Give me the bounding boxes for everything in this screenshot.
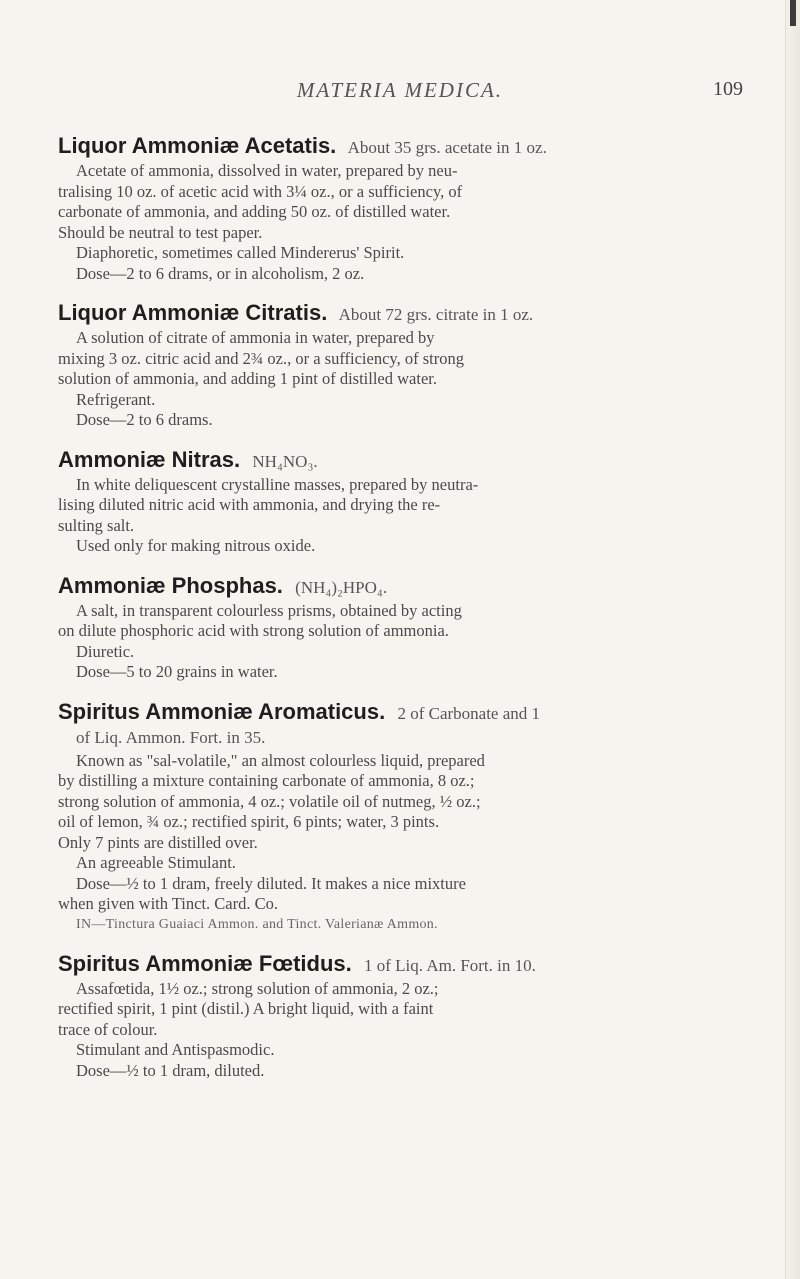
entry-liquor-ammoniae-citratis: [58, 302, 768, 431]
entry-line: by distilling a mixture containing carbonate of ammonia, 8 oz.;: [58, 771, 475, 790]
entry-line: Known as "sal-volatile," an almost colourless liquid, prepared: [76, 750, 485, 770]
entry-spiritus-ammoniae-aromaticus: [58, 698, 768, 935]
entry-heading: Ammoniæ Nitras.: [58, 446, 241, 472]
entry-liquor-ammoniae-acetatis: [58, 135, 768, 284]
entry-line: A solution of citrate of ammonia in water, prepared by: [76, 328, 435, 347]
entry-line: tralising 10 oz. of acetic acid with 3¼ oz., or a sufficiency, of: [58, 181, 463, 201]
entry-heading-note: (NH₄)₂HPO₄.: [295, 577, 388, 597]
entry-line: trace of colour.: [58, 1019, 158, 1039]
entry-heading-note-cont: of Liq. Ammon. Fort. in 35.: [76, 727, 266, 747]
entry-line: Assafœtida, 1½ oz.; strong solution of ammonia, 2 oz.;: [76, 978, 439, 998]
entry-body: [58, 328, 768, 431]
entry-line: Dose—½ to 1 dram, freely diluted. It makes a nice mixture: [76, 873, 466, 893]
entry-heading-line: [58, 446, 768, 473]
entry-small-line: IN—Tinctura Guaiaci Ammon. and Tinct. Valerianæ Ammon.: [76, 916, 438, 932]
entry-spiritus-ammoniae-foetidus: [58, 950, 768, 1082]
page-content: [58, 135, 768, 1099]
page-number: 109: [713, 78, 743, 100]
entry-line: lising diluted nitric acid with ammonia, and drying the re-: [58, 495, 441, 514]
entry-heading-note: NH₄NO₃.: [252, 451, 318, 471]
entry-line: Dose—5 to 20 grains in water.: [76, 662, 278, 681]
entry-body: [58, 751, 768, 935]
entry-line: mixing 3 oz. citric acid and 2¾ oz., or a sufficiency, of strong: [58, 348, 464, 368]
entry-line: Dose—2 to 6 drams, or in alcoholism, 2 oz.: [76, 263, 365, 283]
page-edge-mark: [790, 0, 796, 26]
entry-line: Diaphoretic, sometimes called Mindererus' Spirit.: [76, 243, 405, 262]
entry-line: when given with Tinct. Card. Co.: [58, 894, 279, 913]
entry-body: [58, 601, 768, 683]
entry-line: Stimulant and Antispasmodic.: [76, 1040, 275, 1059]
entry-heading-note: 1 of Liq. Am. Fort. in 10.: [363, 955, 536, 975]
entry-line: A salt, in transparent colourless prisms, obtained by acting: [76, 600, 462, 620]
entry-body: [58, 161, 768, 284]
entry-heading: Liquor Ammoniæ Citratis.: [58, 300, 328, 325]
entry-heading-note: 2 of Carbonate and 1: [397, 703, 541, 723]
page-edge: [785, 0, 800, 1279]
entry-body: [58, 979, 768, 1082]
entry-line: carbonate of ammonia, and adding 50 oz. of distilled water.: [58, 202, 451, 221]
running-title: MATERIA MEDICA.: [296, 78, 504, 102]
entry-heading: Spiritus Ammoniæ Aromaticus.: [58, 698, 386, 724]
entry-line: Dose—2 to 6 drams.: [76, 410, 213, 429]
entry-ammoniae-nitras: [58, 446, 768, 557]
entry-line: An agreeable Stimulant.: [76, 853, 236, 872]
entry-line: Only 7 pints are distilled over.: [58, 832, 258, 852]
entry-ammoniae-phosphas: [58, 572, 768, 683]
entry-line: In white deliquescent crystalline masses, prepared by neutra-: [76, 474, 479, 494]
entry-heading-note: About 35 grs. acetate in 1 oz.: [347, 138, 547, 157]
entry-line: sulting salt.: [58, 515, 135, 535]
entry-line: Used only for making nitrous oxide.: [76, 536, 316, 555]
entry-line: Diuretic.: [76, 641, 135, 661]
entry-line: rectified spirit, 1 pint (distil.) A bright liquid, with a faint: [58, 999, 434, 1018]
entry-line: solution of ammonia, and adding 1 pint of distilled water.: [58, 369, 437, 388]
entry-heading-line: [58, 302, 768, 326]
entry-heading-line: [58, 950, 768, 977]
entry-line: Dose—½ to 1 dram, diluted.: [76, 1060, 265, 1080]
entry-heading-line: [58, 698, 768, 725]
page-header: [0, 78, 800, 104]
entry-line: Acetate of ammonia, dissolved in water, prepared by neu-: [76, 161, 458, 180]
entry-heading: Ammoniæ Phosphas.: [58, 572, 283, 598]
entry-line: strong solution of ammonia, 4 oz.; volatile oil of nutmeg, ½ oz.;: [58, 791, 481, 811]
entry-line: Refrigerant.: [76, 389, 156, 409]
entry-line: oil of lemon, ¾ oz.; rectified spirit, 6 pints; water, 3 pints.: [58, 812, 440, 831]
entry-line: on dilute phosphoric acid with strong solution of ammonia.: [58, 621, 449, 640]
entry-heading-line: [58, 135, 768, 159]
entry-body: [58, 475, 768, 557]
entry-heading: Spiritus Ammoniæ Fœtidus.: [58, 950, 352, 976]
entry-heading-line: [58, 572, 768, 599]
entry-heading: Liquor Ammoniæ Acetatis.: [58, 133, 337, 158]
entry-heading-note: About 72 grs. citrate in 1 oz.: [338, 305, 534, 324]
entry-line: Should be neutral to test paper.: [58, 222, 263, 242]
